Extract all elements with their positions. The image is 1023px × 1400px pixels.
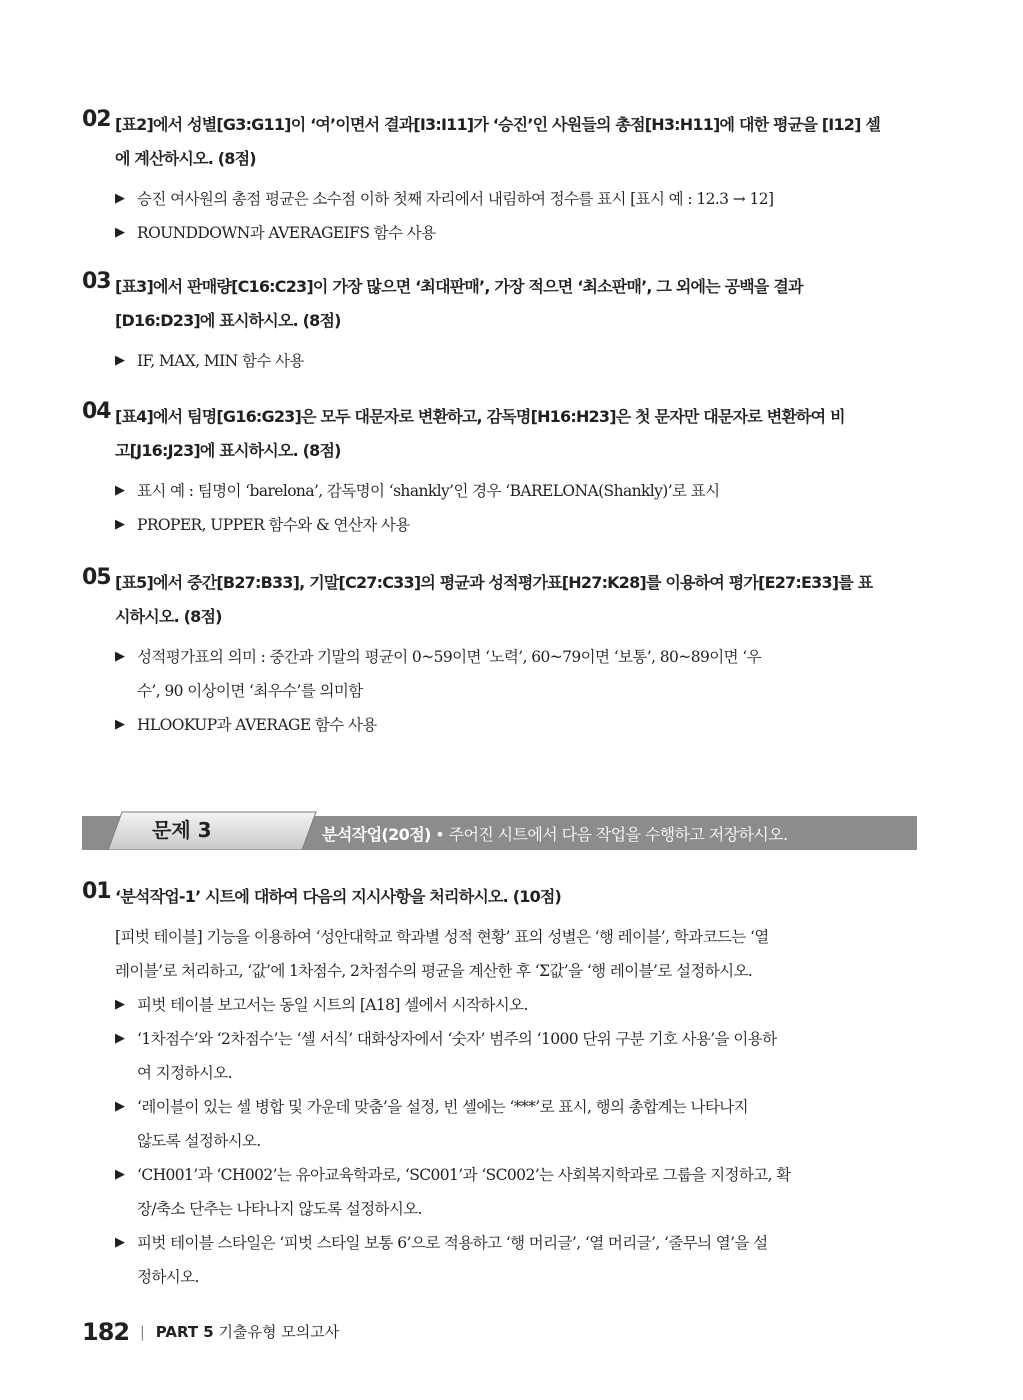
question-3-01: [82, 880, 920, 1294]
condition-text: ROUNDDOWN과 AVERAGEIFS 함수 사용: [137, 224, 436, 242]
question-heading: [82, 270, 920, 338]
triangle-right-icon: ▶: [115, 997, 125, 1012]
question-line: 고[J16:J23]에 표시하시오. (8점): [115, 441, 341, 460]
condition-text: 표시 예 : 팀명이 ‘barelona’, 감독명이 ‘shankly’인 경우 ‘BARELONA(Shankly)’로 표시: [137, 482, 720, 500]
triangle-right-icon: ▶: [115, 191, 125, 206]
triangle-right-icon: ▶: [115, 1099, 125, 1114]
question-text: [115, 400, 920, 468]
question-03: [82, 270, 920, 378]
footer-separator: |: [139, 1323, 145, 1341]
question-line: 에 계산하시오. (8점): [115, 149, 256, 168]
section-label: 문제 3: [152, 818, 212, 842]
condition-text: 정하시오.: [137, 1268, 199, 1286]
condition-item: [82, 988, 920, 1022]
question-text: [115, 566, 920, 634]
question-line: [표5]에서 중간[B27:B33], 기말[C27:C33]의 평균과 성적평가표[H27:K28]를 이용하여 평가[E27:E33]를 표: [115, 573, 873, 592]
triangle-right-icon: ▶: [115, 1235, 125, 1250]
question-line: [표2]에서 성별[G3:G11]이 ‘여’이면서 결과[I3:I11]가 ‘승진’인 사원들의 총점[H3:H11]에 대한 평균을 [I12] 셀: [115, 115, 881, 134]
condition-text: HLOOKUP과 AVERAGE 함수 사용: [137, 716, 377, 734]
condition-item: [82, 216, 920, 250]
question-line: 시하시오. (8점): [115, 607, 222, 626]
page-number: 182: [82, 1318, 130, 1346]
condition-list: [82, 344, 920, 378]
triangle-right-icon: ▶: [115, 517, 125, 532]
banner-tab-shape: [104, 810, 320, 850]
section-banner: [82, 810, 917, 850]
question-heading: [82, 108, 920, 176]
question-text: [115, 108, 920, 176]
condition-list: [82, 474, 920, 542]
section-instruction: 주어진 시트에서 다음 작업을 수행하고 저장하시오.: [448, 825, 788, 844]
condition-item: [82, 508, 920, 542]
section-title-strong: 분석작업(20점): [322, 825, 431, 844]
condition-text: ‘레이블이 있는 셀 병합 및 가운데 맞춤’을 설정, 빈 셀에는 ‘***’로 표시, 행의 총합계는 나타나지: [137, 1098, 749, 1116]
condition-text: 피벗 테이블 스타일은 ‘피벗 스타일 보통 6’으로 적용하고 ‘행 머리글’, ‘열 머리글’, ‘줄무늬 열’을 설: [137, 1234, 768, 1252]
condition-item: [82, 640, 920, 708]
question-04: [82, 400, 920, 542]
condition-item: [82, 344, 920, 378]
condition-list: [82, 640, 920, 742]
condition-text: 피벗 테이블 보고서는 동일 시트의 [A18] 셀에서 시작하시오.: [137, 996, 528, 1014]
condition-text: 여 지정하시오.: [137, 1064, 232, 1082]
triangle-right-icon: ▶: [115, 649, 125, 664]
condition-item: [82, 474, 920, 508]
footer-title: 기출유형 모의고사: [218, 1323, 340, 1341]
banner-tab: [104, 810, 314, 850]
triangle-right-icon: ▶: [115, 1167, 125, 1182]
page-footer: [82, 1318, 339, 1346]
condition-item: [82, 1226, 920, 1294]
condition-list: [82, 182, 920, 250]
condition-text: ‘CH001’과 ‘CH002’는 유아교육학과로, ‘SC001’과 ‘SC002’는 사회복지학과로 그룹을 지정하고, 확: [137, 1166, 791, 1184]
question-02: [82, 108, 920, 250]
condition-item: [82, 708, 920, 742]
condition-text: 승진 여사원의 총점 평균은 소수점 이하 첫째 자리에서 내림하여 정수를 표시 [표시 예 : 12.3 → 12]: [137, 190, 774, 208]
question-line: [표4]에서 팀명[G16:G23]은 모두 대문자로 변환하고, 감독명[H16:H23]은 첫 문자만 대문자로 변환하여 비: [115, 407, 845, 426]
question-number: 04: [82, 399, 111, 424]
question-line: [D16:D23]에 표시하시오. (8점): [115, 311, 341, 330]
question-number: 03: [82, 269, 111, 294]
condition-text: PROPER, UPPER 함수와 & 연산자 사용: [137, 516, 410, 534]
condition-list: [82, 988, 920, 1294]
condition-text: 않도록 설정하시오.: [137, 1132, 261, 1150]
bullet-dot: •: [435, 825, 445, 844]
condition-text: 장/축소 단추는 나타나지 않도록 설정하시오.: [137, 1200, 422, 1218]
question-number: 01: [82, 879, 111, 904]
condition-item: [82, 1090, 920, 1158]
condition-item: [82, 182, 920, 216]
question-number: 05: [82, 565, 111, 590]
question-heading: [82, 880, 920, 914]
paragraph-line: [피벗 테이블] 기능을 이용하여 ‘성안대학교 학과별 성적 현황’ 표의 성별은 ‘행 레이블’, 학과코드는 ‘열: [115, 928, 769, 946]
instruction-paragraph: [82, 920, 920, 988]
condition-text: 성적평가표의 의미 : 중간과 기말의 평균이 0~59이면 ‘노력’, 60~79이면 ‘보통’, 80~89이면 ‘우: [137, 648, 761, 666]
question-heading: [82, 400, 920, 468]
question-text: [115, 270, 920, 338]
question-line: ‘분석작업-1’ 시트에 대하여 다음의 지시사항을 처리하시오. (10점): [115, 887, 562, 906]
condition-item: [82, 1158, 920, 1226]
question-number: 02: [82, 107, 111, 132]
condition-text: IF, MAX, MIN 함수 사용: [137, 352, 304, 370]
condition-item: [82, 1022, 920, 1090]
condition-text: 수’, 90 이상이면 ‘최우수’를 의미함: [137, 682, 363, 700]
condition-text: ‘1차점수’와 ‘2차점수’는 ‘셀 서식’ 대화상자에서 ‘숫자’ 범주의 ‘1000 단위 구분 기호 사용’을 이용하: [137, 1030, 777, 1048]
question-heading: [82, 566, 920, 634]
triangle-right-icon: ▶: [115, 225, 125, 240]
triangle-right-icon: ▶: [115, 1031, 125, 1046]
footer-part: PART 5: [155, 1323, 214, 1341]
triangle-right-icon: ▶: [115, 353, 125, 368]
question-05: [82, 566, 920, 742]
question-line: [표3]에서 판매량[C16:C23]이 가장 많으면 ‘최대판매’, 가장 적으면 ‘최소판매’, 그 외에는 공백을 결과: [115, 277, 803, 296]
section-title: [322, 822, 788, 845]
triangle-right-icon: ▶: [115, 483, 125, 498]
triangle-right-icon: ▶: [115, 717, 125, 732]
question-text: [115, 880, 920, 914]
paragraph-line: 레이블’로 처리하고, ‘값’에 1차점수, 2차점수의 평균을 계산한 후 ‘Σ값’을 ‘행 레이블’로 설정하시오.: [115, 962, 753, 980]
